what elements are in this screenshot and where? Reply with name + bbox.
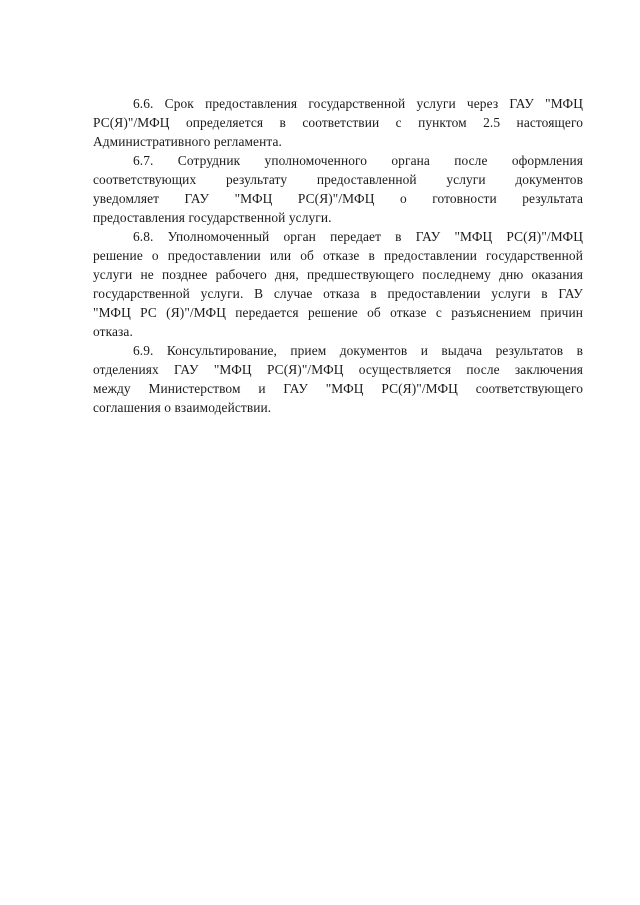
- text-line: между Министерством и ГАУ "МФЦ РС(Я)"/МФЦ соответствующего: [93, 381, 583, 396]
- document-body: [93, 94, 583, 417]
- text-line: "МФЦ РС (Я)"/МФЦ передается решение об отказе с разъяснением причин: [93, 305, 583, 320]
- text-line: 6.8. Уполномоченный орган передает в ГАУ "МФЦ РС(Я)"/МФЦ: [133, 229, 583, 244]
- text-line: 6.6. Срок предоставления государственной услуги через ГАУ "МФЦ: [133, 96, 583, 111]
- text-line: отделениях ГАУ "МФЦ РС(Я)"/МФЦ осуществляется после заключения: [93, 362, 583, 377]
- text-line: предоставления государственной услуги.: [93, 210, 332, 225]
- text-line: Административного регламента.: [93, 134, 282, 149]
- paragraph-6-6: [93, 94, 583, 151]
- text-line: РС(Я)"/МФЦ определяется в соответствии с пунктом 2.5 настоящего: [93, 115, 583, 130]
- text-line: решение о предоставлении или об отказе в предоставлении государственной: [93, 248, 583, 263]
- text-line: соглашения о взаимодействии.: [93, 400, 272, 415]
- text-line: соответствующих результату предоставленной услуги документов: [93, 172, 583, 187]
- paragraph-6-9: [93, 341, 583, 417]
- text-line: уведомляет ГАУ "МФЦ РС(Я)"/МФЦ о готовности результата: [93, 191, 583, 206]
- paragraph-6-7: [93, 151, 583, 227]
- text-line: государственной услуги. В случае отказа в предоставлении услуги в ГАУ: [93, 286, 583, 301]
- paragraph-6-8: [93, 227, 583, 341]
- text-line: услуги не позднее рабочего дня, предшествующего последнему дню оказания: [93, 267, 583, 282]
- text-line: 6.7. Сотрудник уполномоченного органа после оформления: [133, 153, 583, 168]
- text-line: отказа.: [93, 324, 133, 339]
- text-line: 6.9. Консультирование, прием документов и выдача результатов в: [133, 343, 583, 358]
